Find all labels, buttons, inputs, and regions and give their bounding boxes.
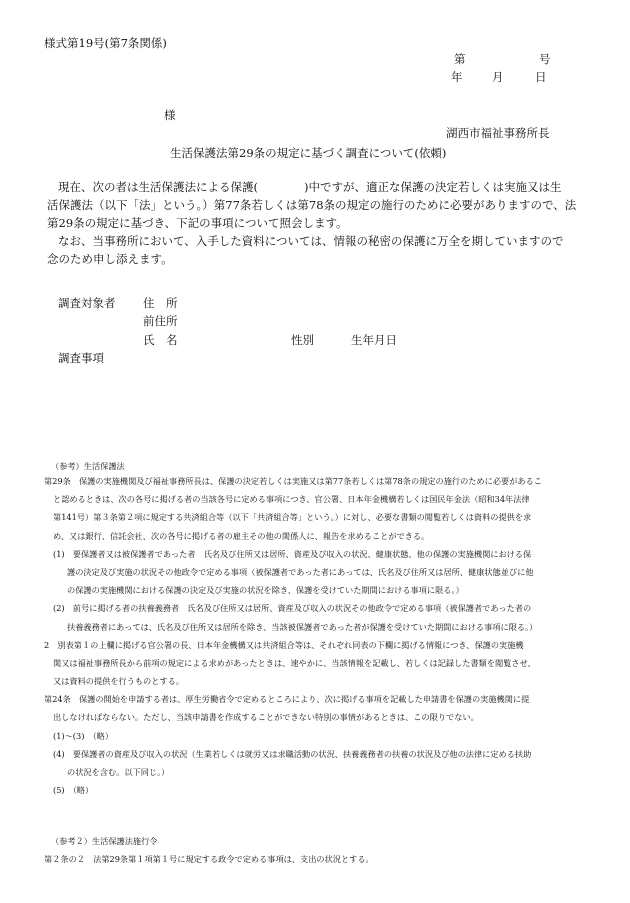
body-line: 第29条の規定に基づき、下記の事項について照会します。 xyxy=(47,216,348,230)
date-day: 日 xyxy=(535,70,547,84)
subject-sex-label: 性別 xyxy=(291,333,314,347)
ref1-line: (1) 要保護者又は被保護者であった者 氏名及び住所又は居所、資産及び収入の状況、健康状態、他の保護の実施機関における保 xyxy=(53,548,532,559)
ref1-line: 第141号）第３条第２項に規定する共済組合等（以下「共済組合等」という。）に対し、必要な書類の閲覧若しくは資料の提供を求 xyxy=(53,512,532,523)
date-month: 月 xyxy=(492,70,504,84)
ref1-line: の状況を含む。以下同じ。） xyxy=(67,767,170,777)
document-title: 生活保護法第29条の規定に基づく調査について(依頼) xyxy=(170,146,447,160)
subject-name-label: 氏 名 xyxy=(143,333,178,347)
ref1-line: (1)〜(3) （略） xyxy=(53,730,114,741)
ref1-line: 又は資料の提供を行うものとする。 xyxy=(53,676,185,687)
subject-address-label: 住 所 xyxy=(143,296,178,310)
ref1-line: 護の決定及び実施の状況その他政令で定める事項（被保護者であった者にあっては、氏名及び住所又は居所、健康状態並びに他 xyxy=(67,566,534,577)
doc-number-suffix: 号 xyxy=(539,52,551,66)
body-paragraph xyxy=(47,178,576,268)
ref2-heading: （参考２）生活保護法施行令 xyxy=(51,836,158,846)
ref1-line: (2) 前号に掲げる者の扶養義務者 氏名及び住所又は居所、資産及び収入の状況その他政令で定める事項（被保護者であった者の xyxy=(53,603,532,614)
subject-prev-address-label: 前住所 xyxy=(143,314,178,328)
ref1-line: め、又は銀行、信託会社、次の各号に掲げる者の雇主その他の関係人に、報告を求めることができる。 xyxy=(53,530,430,541)
ref1-heading: （参考）生活保護法 xyxy=(51,461,125,471)
doc-number-prefix: 第 xyxy=(454,52,466,66)
ref1-line: 第24条 保護の開始を申請する者は、厚生労働省令で定めるところにより、次に掲げる事項を記載した申請書を保護の実施機関に提 xyxy=(44,694,530,705)
body-line: 念のため申し添えます。 xyxy=(47,252,173,266)
ref1-line: (5) （略） xyxy=(53,785,94,796)
body-line: なお、当事務所において、入手した資料については、情報の秘密の保護に万全を期していますので xyxy=(58,234,564,248)
sender-name: 湖西市福祉事務所長 xyxy=(446,126,550,140)
ref1-line: 第29条 保護の実施機関及び福祉事務所長は、保護の決定若しくは実施又は第77条若しくは第78条の規定の施行のために必要があるこ xyxy=(44,476,542,486)
body-line: 現在、次の者は生活保護法による保護( )中ですが、適正な保護の決定若しくは実施又は生 xyxy=(58,180,562,194)
ref1-line: 関又は福祉事務所長から前項の規定による求めがあったときは、速やかに、当該情報を記載し、若しくは記録した書類を閲覧させ、 xyxy=(53,657,536,668)
ref2-line: 第２条の２ 法第29条第１項第１号に規定する政令で定める事項は、支出の状況とする。 xyxy=(44,854,374,864)
subject-birth-label: 生年月日 xyxy=(351,333,397,347)
body-line: 活保護法（以下「法」という。）第77条若しくは第78条の規定の施行のために必要がありますので、法 xyxy=(47,198,577,212)
ref1-text xyxy=(44,472,542,799)
ref1-line: の保護の実施機関における保護の決定及び実施の状況を除き、保護を受けていた期間における事項に限る。） xyxy=(67,585,464,596)
date-year: 年 xyxy=(451,70,463,84)
investigation-items-label: 調査事項 xyxy=(58,351,104,365)
ref1-line: と認めるときは、次の各号に掲げる者の当該各号に定める事項につき、官公署、日本年金機構若しくは国民年金法（昭和34年法律 xyxy=(53,494,530,505)
ref1-line: 扶養義務者にあっては、氏名及び住所又は居所を除き、当該被保護者であった者が保護を受けていた期間における事項に限る。） xyxy=(67,621,538,632)
form-number-label: 様式第19号(第7条関係) xyxy=(44,36,167,50)
subject-label: 調査対象者 xyxy=(58,296,116,310)
ref1-line: (4) 要保護者の資産及び収入の状況（生業若しくは就労又は求職活動の状況、扶養義務者の扶養の状況及び他の法律に定める扶助 xyxy=(53,748,532,759)
ref1-line: 出しなければならない。ただし、当該申請書を作成することができない特別の事情があるときは、この限りでない。 xyxy=(53,712,479,723)
ref1-line: 2 別表第１の上欄に掲げる官公署の長、日本年金機構又は共済組合等は、それぞれ同表の下欄に掲げる情報につき、保護の実施機 xyxy=(44,639,524,650)
addressee-sama: 様 xyxy=(164,108,176,122)
